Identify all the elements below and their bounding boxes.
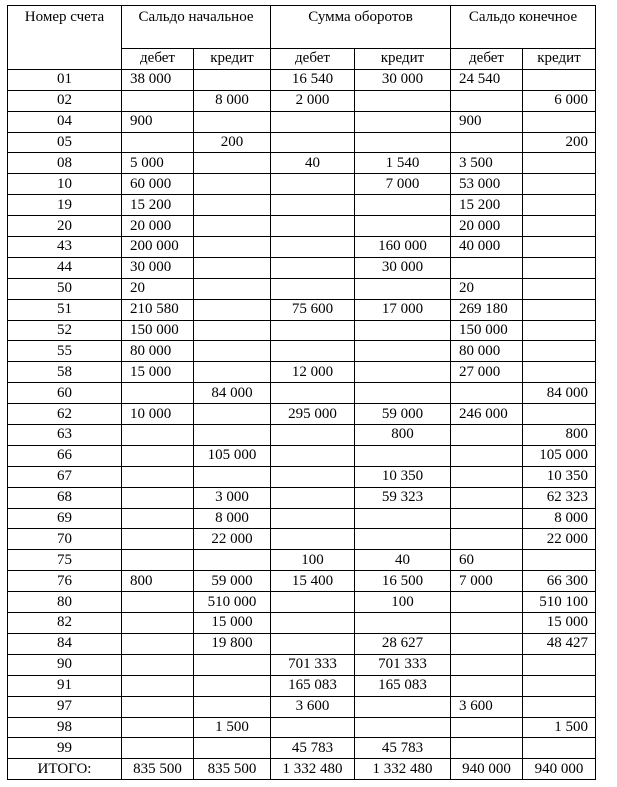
cell-closing-debit: 900: [451, 111, 523, 132]
cell-turnover-debit: [271, 487, 355, 508]
cell-turnover-debit: [271, 341, 355, 362]
cell-closing-credit: [523, 216, 596, 237]
cell-opening-credit: 3 000: [194, 487, 271, 508]
cell-turnover-debit: [271, 633, 355, 654]
cell-account: 02: [8, 90, 122, 111]
cell-closing-credit: 10 350: [523, 466, 596, 487]
cell-turnover-credit: 28 627: [355, 633, 451, 654]
cell-turnover-credit: 59 000: [355, 404, 451, 425]
table-row: [8, 633, 596, 654]
header-closing-balance: Сальдо конечное: [451, 6, 596, 49]
cell-closing-credit: [523, 341, 596, 362]
cell-account: 62: [8, 404, 122, 425]
cell-turnover-credit: [355, 90, 451, 111]
cell-account: 99: [8, 738, 122, 759]
table-row: [8, 90, 596, 111]
cell-closing-debit: 246 000: [451, 404, 523, 425]
cell-closing-credit: 8 000: [523, 508, 596, 529]
cell-opening-credit: [194, 341, 271, 362]
cell-turnover-debit: [271, 320, 355, 341]
cell-closing-credit: 105 000: [523, 445, 596, 466]
cell-turnover-credit: [355, 529, 451, 550]
cell-turnover-credit: [355, 216, 451, 237]
cell-opening-debit: 150 000: [122, 320, 194, 341]
cell-turnover-credit: [355, 383, 451, 404]
cell-closing-debit: 53 000: [451, 174, 523, 195]
cell-turnover-credit: [355, 717, 451, 738]
cell-closing-credit: [523, 675, 596, 696]
cell-opening-credit: 22 000: [194, 529, 271, 550]
cell-closing-credit: [523, 174, 596, 195]
cell-turnover-debit: [271, 466, 355, 487]
cell-opening-credit: [194, 237, 271, 258]
cell-turnover-credit: 1 540: [355, 153, 451, 174]
cell-closing-debit: [451, 90, 523, 111]
cell-turnover-debit: [271, 529, 355, 550]
cell-opening-debit: [122, 508, 194, 529]
total-closing-debit: 940 000: [451, 759, 523, 780]
cell-closing-debit: [451, 425, 523, 446]
total-opening-credit: 835 500: [194, 759, 271, 780]
cell-closing-credit: 1 500: [523, 717, 596, 738]
table-row: [8, 69, 596, 90]
cell-opening-debit: [122, 717, 194, 738]
cell-turnover-credit: 30 000: [355, 257, 451, 278]
cell-opening-credit: [194, 675, 271, 696]
cell-account: 63: [8, 425, 122, 446]
cell-turnover-credit: [355, 445, 451, 466]
cell-turnover-credit: 701 333: [355, 654, 451, 675]
subheader-turnover-debit: дебет: [271, 49, 355, 70]
cell-turnover-debit: 16 540: [271, 69, 355, 90]
cell-closing-debit: [451, 613, 523, 634]
cell-opening-debit: [122, 696, 194, 717]
cell-turnover-credit: 59 323: [355, 487, 451, 508]
cell-account: 69: [8, 508, 122, 529]
total-row: [8, 759, 596, 780]
table-row: [8, 404, 596, 425]
cell-opening-debit: 10 000: [122, 404, 194, 425]
table-row: [8, 571, 596, 592]
cell-closing-credit: [523, 320, 596, 341]
cell-closing-debit: [451, 466, 523, 487]
cell-account: 68: [8, 487, 122, 508]
table-row: [8, 717, 596, 738]
cell-opening-credit: 1 500: [194, 717, 271, 738]
cell-opening-credit: 8 000: [194, 508, 271, 529]
cell-opening-debit: 15 200: [122, 195, 194, 216]
cell-closing-credit: [523, 654, 596, 675]
cell-turnover-debit: [271, 278, 355, 299]
cell-account: 84: [8, 633, 122, 654]
cell-turnover-debit: 12 000: [271, 362, 355, 383]
cell-account: 04: [8, 111, 122, 132]
cell-closing-debit: [451, 257, 523, 278]
table-body: [8, 69, 596, 779]
table-row: [8, 613, 596, 634]
cell-closing-credit: [523, 738, 596, 759]
cell-closing-credit: [523, 237, 596, 258]
cell-turnover-debit: [271, 237, 355, 258]
cell-turnover-debit: [271, 257, 355, 278]
cell-opening-credit: [194, 466, 271, 487]
cell-opening-debit: 38 000: [122, 69, 194, 90]
cell-opening-debit: 80 000: [122, 341, 194, 362]
subheader-opening-debit: дебет: [122, 49, 194, 70]
cell-closing-credit: 800: [523, 425, 596, 446]
table-row: [8, 529, 596, 550]
cell-opening-credit: 59 000: [194, 571, 271, 592]
cell-closing-debit: [451, 383, 523, 404]
cell-account: 44: [8, 257, 122, 278]
cell-account: 08: [8, 153, 122, 174]
cell-opening-debit: [122, 445, 194, 466]
balance-table: [7, 5, 596, 780]
cell-opening-credit: 84 000: [194, 383, 271, 404]
cell-opening-debit: [122, 613, 194, 634]
cell-opening-debit: 5 000: [122, 153, 194, 174]
cell-account: 05: [8, 132, 122, 153]
cell-turnover-credit: [355, 341, 451, 362]
cell-closing-debit: [451, 654, 523, 675]
cell-closing-credit: [523, 257, 596, 278]
table-row: [8, 362, 596, 383]
cell-closing-credit: [523, 153, 596, 174]
cell-opening-credit: 15 000: [194, 613, 271, 634]
cell-closing-credit: 6 000: [523, 90, 596, 111]
cell-turnover-credit: 30 000: [355, 69, 451, 90]
cell-opening-credit: [194, 550, 271, 571]
cell-turnover-debit: [271, 592, 355, 613]
table-row: [8, 153, 596, 174]
cell-opening-debit: [122, 633, 194, 654]
cell-closing-credit: [523, 696, 596, 717]
cell-opening-debit: [122, 738, 194, 759]
cell-opening-credit: [194, 195, 271, 216]
table-row: [8, 696, 596, 717]
cell-opening-debit: [122, 90, 194, 111]
cell-turnover-debit: 165 083: [271, 675, 355, 696]
cell-turnover-credit: 16 500: [355, 571, 451, 592]
table-row: [8, 550, 596, 571]
cell-turnover-credit: 160 000: [355, 237, 451, 258]
cell-closing-credit: 200: [523, 132, 596, 153]
cell-turnover-credit: [355, 613, 451, 634]
cell-turnover-debit: [271, 613, 355, 634]
cell-opening-debit: [122, 654, 194, 675]
cell-closing-credit: [523, 362, 596, 383]
cell-closing-debit: 80 000: [451, 341, 523, 362]
cell-closing-debit: [451, 445, 523, 466]
cell-turnover-debit: [271, 195, 355, 216]
cell-turnover-debit: 45 783: [271, 738, 355, 759]
cell-turnover-debit: [271, 132, 355, 153]
table-row: [8, 132, 596, 153]
cell-opening-credit: [194, 69, 271, 90]
cell-turnover-credit: 40: [355, 550, 451, 571]
cell-turnover-credit: 100: [355, 592, 451, 613]
cell-closing-credit: [523, 69, 596, 90]
cell-turnover-debit: 3 600: [271, 696, 355, 717]
cell-opening-debit: 15 000: [122, 362, 194, 383]
cell-closing-debit: [451, 675, 523, 696]
cell-opening-debit: [122, 592, 194, 613]
cell-turnover-credit: [355, 696, 451, 717]
table-row: [8, 111, 596, 132]
cell-closing-credit: [523, 278, 596, 299]
cell-turnover-credit: [355, 111, 451, 132]
cell-turnover-credit: [355, 132, 451, 153]
table-row: [8, 195, 596, 216]
cell-account: 66: [8, 445, 122, 466]
cell-opening-credit: 105 000: [194, 445, 271, 466]
table-row: [8, 425, 596, 446]
subheader-closing-debit: дебет: [451, 49, 523, 70]
cell-closing-credit: [523, 550, 596, 571]
cell-opening-credit: [194, 696, 271, 717]
cell-closing-credit: [523, 404, 596, 425]
cell-closing-credit: [523, 111, 596, 132]
cell-opening-debit: 800: [122, 571, 194, 592]
cell-turnover-credit: 7 000: [355, 174, 451, 195]
cell-turnover-debit: [271, 216, 355, 237]
cell-opening-credit: 510 000: [194, 592, 271, 613]
cell-closing-credit: [523, 299, 596, 320]
cell-opening-credit: 8 000: [194, 90, 271, 111]
cell-turnover-debit: [271, 508, 355, 529]
cell-opening-credit: [194, 257, 271, 278]
cell-turnover-debit: [271, 383, 355, 404]
cell-account: 80: [8, 592, 122, 613]
cell-opening-credit: [194, 278, 271, 299]
total-turnover-credit: 1 332 480: [355, 759, 451, 780]
cell-opening-credit: [194, 174, 271, 195]
header-opening-balance: Сальдо начальное: [122, 6, 271, 49]
table-row: [8, 654, 596, 675]
cell-opening-credit: [194, 425, 271, 446]
cell-turnover-debit: 701 333: [271, 654, 355, 675]
cell-opening-debit: [122, 487, 194, 508]
table-row: [8, 278, 596, 299]
subheader-turnover-credit: кредит: [355, 49, 451, 70]
cell-opening-debit: 30 000: [122, 257, 194, 278]
table-row: [8, 445, 596, 466]
header-turnover: Сумма оборотов: [271, 6, 451, 49]
cell-closing-debit: 3 500: [451, 153, 523, 174]
cell-opening-credit: [194, 738, 271, 759]
cell-opening-credit: [194, 216, 271, 237]
cell-opening-debit: [122, 529, 194, 550]
cell-account: 67: [8, 466, 122, 487]
cell-closing-debit: [451, 738, 523, 759]
cell-opening-debit: 900: [122, 111, 194, 132]
table-row: [8, 675, 596, 696]
cell-account: 82: [8, 613, 122, 634]
cell-closing-debit: [451, 132, 523, 153]
cell-closing-debit: 150 000: [451, 320, 523, 341]
table-row: [8, 341, 596, 362]
cell-turnover-credit: [355, 320, 451, 341]
cell-turnover-debit: [271, 111, 355, 132]
cell-account: 19: [8, 195, 122, 216]
cell-opening-debit: [122, 383, 194, 404]
cell-opening-credit: [194, 654, 271, 675]
table-row: [8, 237, 596, 258]
cell-closing-debit: [451, 508, 523, 529]
cell-closing-credit: 48 427: [523, 633, 596, 654]
cell-turnover-debit: [271, 174, 355, 195]
table-row: [8, 592, 596, 613]
cell-turnover-debit: [271, 717, 355, 738]
cell-closing-debit: 40 000: [451, 237, 523, 258]
cell-turnover-credit: 800: [355, 425, 451, 446]
cell-closing-credit: 22 000: [523, 529, 596, 550]
cell-closing-debit: [451, 592, 523, 613]
cell-account: 20: [8, 216, 122, 237]
cell-turnover-debit: 2 000: [271, 90, 355, 111]
cell-opening-credit: [194, 153, 271, 174]
cell-account: 70: [8, 529, 122, 550]
cell-closing-credit: 84 000: [523, 383, 596, 404]
table-row: [8, 738, 596, 759]
cell-turnover-credit: [355, 362, 451, 383]
cell-account: 60: [8, 383, 122, 404]
subheader-opening-credit: кредит: [194, 49, 271, 70]
cell-closing-debit: 20 000: [451, 216, 523, 237]
header-row: [8, 6, 596, 49]
cell-closing-debit: [451, 529, 523, 550]
cell-turnover-debit: [271, 445, 355, 466]
cell-closing-debit: 60: [451, 550, 523, 571]
table-row: [8, 216, 596, 237]
table-row: [8, 487, 596, 508]
cell-opening-debit: [122, 132, 194, 153]
cell-opening-debit: [122, 425, 194, 446]
cell-turnover-debit: [271, 425, 355, 446]
cell-closing-debit: [451, 633, 523, 654]
cell-account: 97: [8, 696, 122, 717]
cell-opening-credit: 200: [194, 132, 271, 153]
cell-account: 91: [8, 675, 122, 696]
cell-closing-credit: 66 300: [523, 571, 596, 592]
cell-turnover-credit: 165 083: [355, 675, 451, 696]
table-row: [8, 257, 596, 278]
cell-turnover-credit: 10 350: [355, 466, 451, 487]
cell-closing-debit: 3 600: [451, 696, 523, 717]
cell-opening-debit: 20: [122, 278, 194, 299]
cell-account: 98: [8, 717, 122, 738]
cell-opening-debit: [122, 466, 194, 487]
cell-account: 90: [8, 654, 122, 675]
cell-account: 58: [8, 362, 122, 383]
cell-closing-credit: [523, 195, 596, 216]
cell-opening-credit: [194, 362, 271, 383]
cell-opening-debit: 210 580: [122, 299, 194, 320]
cell-opening-debit: 60 000: [122, 174, 194, 195]
cell-closing-debit: [451, 487, 523, 508]
cell-account: 50: [8, 278, 122, 299]
cell-turnover-debit: 15 400: [271, 571, 355, 592]
table-row: [8, 174, 596, 195]
cell-closing-debit: 15 200: [451, 195, 523, 216]
cell-account: 55: [8, 341, 122, 362]
header-account: Номер счета: [8, 6, 122, 70]
cell-opening-credit: [194, 320, 271, 341]
total-closing-credit: 940 000: [523, 759, 596, 780]
cell-opening-debit: [122, 550, 194, 571]
cell-closing-credit: 62 323: [523, 487, 596, 508]
cell-account: 10: [8, 174, 122, 195]
cell-closing-debit: 20: [451, 278, 523, 299]
cell-closing-debit: [451, 717, 523, 738]
cell-opening-debit: 200 000: [122, 237, 194, 258]
cell-closing-credit: 510 100: [523, 592, 596, 613]
cell-turnover-debit: 75 600: [271, 299, 355, 320]
cell-closing-debit: 24 540: [451, 69, 523, 90]
table-row: [8, 466, 596, 487]
cell-turnover-credit: [355, 278, 451, 299]
cell-turnover-debit: 100: [271, 550, 355, 571]
cell-turnover-credit: 45 783: [355, 738, 451, 759]
cell-turnover-credit: [355, 508, 451, 529]
cell-turnover-debit: 295 000: [271, 404, 355, 425]
cell-opening-credit: 19 800: [194, 633, 271, 654]
cell-closing-debit: 7 000: [451, 571, 523, 592]
cell-account: 76: [8, 571, 122, 592]
table-row: [8, 299, 596, 320]
cell-account: 51: [8, 299, 122, 320]
cell-account: 43: [8, 237, 122, 258]
table-row: [8, 320, 596, 341]
subheader-closing-credit: кредит: [523, 49, 596, 70]
cell-opening-credit: [194, 111, 271, 132]
total-label: ИТОГО:: [8, 759, 122, 780]
cell-turnover-credit: [355, 195, 451, 216]
cell-opening-debit: [122, 675, 194, 696]
cell-opening-credit: [194, 404, 271, 425]
cell-closing-debit: 269 180: [451, 299, 523, 320]
table-row: [8, 508, 596, 529]
total-opening-debit: 835 500: [122, 759, 194, 780]
cell-opening-debit: 20 000: [122, 216, 194, 237]
cell-closing-credit: 15 000: [523, 613, 596, 634]
table-row: [8, 383, 596, 404]
cell-turnover-debit: 40: [271, 153, 355, 174]
cell-turnover-credit: 17 000: [355, 299, 451, 320]
cell-closing-debit: 27 000: [451, 362, 523, 383]
cell-account: 52: [8, 320, 122, 341]
cell-account: 01: [8, 69, 122, 90]
total-turnover-debit: 1 332 480: [271, 759, 355, 780]
cell-opening-credit: [194, 299, 271, 320]
cell-account: 75: [8, 550, 122, 571]
